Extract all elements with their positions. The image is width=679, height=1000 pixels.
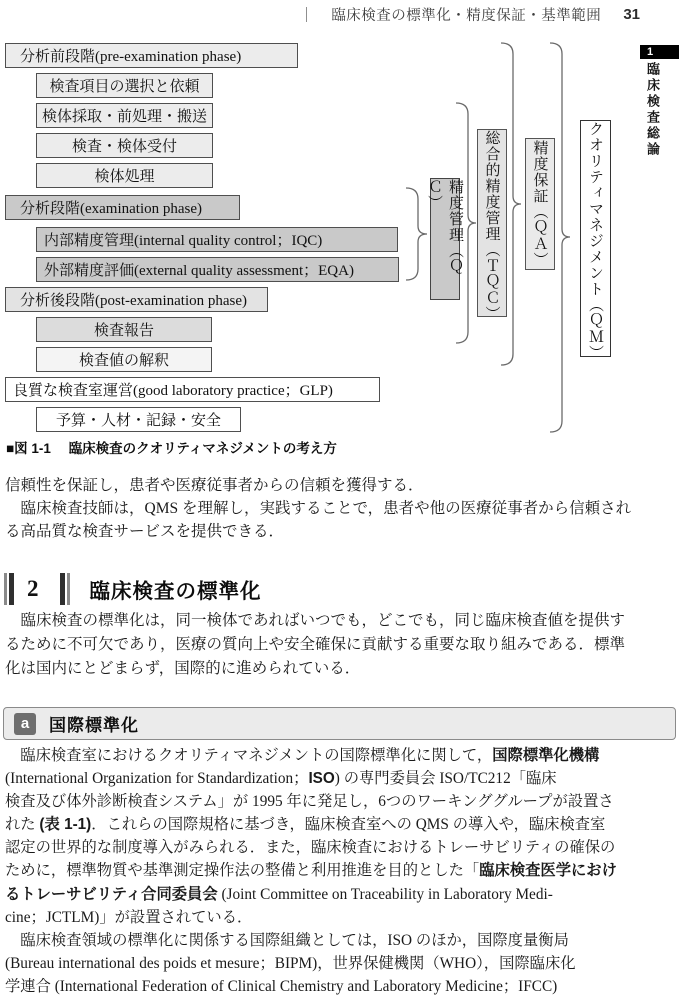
chapter-tab-label: 臨床検査総論 — [645, 62, 660, 158]
quality-label-qm: クオリティマネジメント（ＱＭ） — [580, 120, 611, 357]
text-line: 信頼性を保証し，患者や医療従事者からの信頼を獲得する． — [5, 477, 424, 494]
header-divider-rule — [306, 7, 307, 22]
flow-box-result-interpretation: 検査値の解釈 — [36, 347, 212, 372]
quality-label-qa: 精度保証（ＱＡ） — [525, 138, 555, 270]
paragraph-standardization-intro — [5, 609, 675, 682]
flow-box-specimen-collection-transport: 検体採取・前処理・搬送 — [36, 103, 213, 128]
heading-bar-icon — [9, 573, 14, 605]
running-head-title: 臨床検査の標準化・精度保証・基準範囲 — [331, 8, 602, 24]
flow-box-test-selection-request: 検査項目の選択と依頼 — [36, 73, 213, 98]
text-line: 認定の世界的な制度導入がみられる．また，臨床検査におけるトレーサビリティの確保の — [5, 839, 616, 857]
flow-box-post-examination-phase: 分析後段階(post-examination phase) — [5, 287, 268, 312]
flow-box-test-specimen-reception: 検査・検体受付 — [36, 133, 213, 158]
text-line: 臨床検査室におけるクオリティマネジメントの国際標準化に関して，国際標準化機構 — [5, 747, 600, 764]
flow-box-external-quality-assessment: 外部精度評価(external quality assessment；EQA) — [36, 257, 399, 282]
heading-bar-icon — [4, 573, 7, 605]
page-header — [306, 4, 640, 25]
section-number: 2 — [27, 576, 39, 601]
section-title: 臨床検査の標準化 — [89, 580, 262, 603]
page-number: 31 — [623, 6, 640, 23]
heading-bar-icon — [67, 573, 70, 605]
text-line: cine；JCTLM)」が設置されている． — [5, 908, 253, 926]
text-line: 臨床検査技師は，QMS を理解し，実践することで，患者や他の医療従事者から信頼され — [5, 500, 632, 518]
flow-box-pre-examination-phase: 分析前段階(pre-examination phase) — [5, 43, 298, 68]
flow-box-internal-quality-control: 内部精度管理(internal quality control；IQC) — [36, 227, 398, 252]
text-line: れた (表 1-1)．これらの国際規格に基づき，臨床検査室への QMS の導入や，臨床検査室 — [5, 816, 606, 834]
text-line: (International Organization for Standardization；ISO) の専門委員会 ISO/TC212「臨床 — [5, 770, 557, 788]
text-line: 学連合 (International Federation of Clinical Chemistry and Laboratory Medicine；IFCC) — [5, 977, 558, 995]
text-line: 臨床検査の標準化は，同一検体であればいつでも，どこでも，同じ臨床検査値を提供す — [5, 612, 626, 629]
quality-label-qc: 精度管理（ＱＣ） — [430, 178, 460, 300]
subsection-title: 国際標準化 — [49, 716, 139, 735]
figure-quality-management — [0, 40, 679, 440]
flow-box-specimen-processing: 検体処理 — [36, 163, 213, 188]
flow-box-budget-personnel-records-safety: 予算・人材・記録・安全 — [36, 407, 241, 432]
text-line: 臨床検査領域の標準化に関係する国際組織としては，ISO のほか，国際度量衡局 — [5, 931, 569, 949]
chapter-tab-number: 1 — [640, 45, 679, 59]
text-line: る高品質な検査サービスを提供できる． — [5, 523, 285, 541]
figure-caption — [6, 437, 337, 457]
flow-box-good-laboratory-practice: 良質な検査室運営(good laboratory practice；GLP) — [5, 377, 380, 402]
subsection-letter-badge: a — [14, 713, 36, 735]
text-line: 化は国内にとどまらず，国際的に進められている． — [5, 660, 361, 678]
quality-label-tqc: 総合的精度管理（ＴＱＣ） — [477, 129, 507, 317]
subsection-header — [3, 707, 676, 740]
flow-box-test-report: 検査報告 — [36, 317, 212, 342]
text-line: ために，標準物質や基準測定操作法の整備と利用推進を目的とした「臨床検査医学におけ — [5, 862, 617, 880]
figure-caption-text: 臨床検査のクオリティマネジメントの考え方 — [68, 441, 337, 456]
flow-box-examination-phase: 分析段階(examination phase) — [5, 195, 240, 220]
paragraph-international-standardization — [5, 744, 675, 998]
figure-caption-label: ■図 1-1 — [6, 441, 51, 456]
text-line: るために不可欠であり，医療の質向上や安全確保に貢献する重要な取り組みである．標準 — [5, 636, 626, 654]
section-heading — [4, 573, 262, 605]
text-line: 検査及び体外診断検査システム」が 1995 年に発足し，6つのワーキンググループが設置さ — [5, 793, 614, 811]
text-line: るトレーサビリティ合同委員会 (Joint Committee on Traceability in Laboratory Medi- — [5, 885, 553, 903]
text-line: (Bureau international des poids et mesure；BIPM)，世界保健機関（WHO），国際臨床化 — [5, 954, 576, 972]
paragraph-qms-trust — [5, 474, 675, 544]
